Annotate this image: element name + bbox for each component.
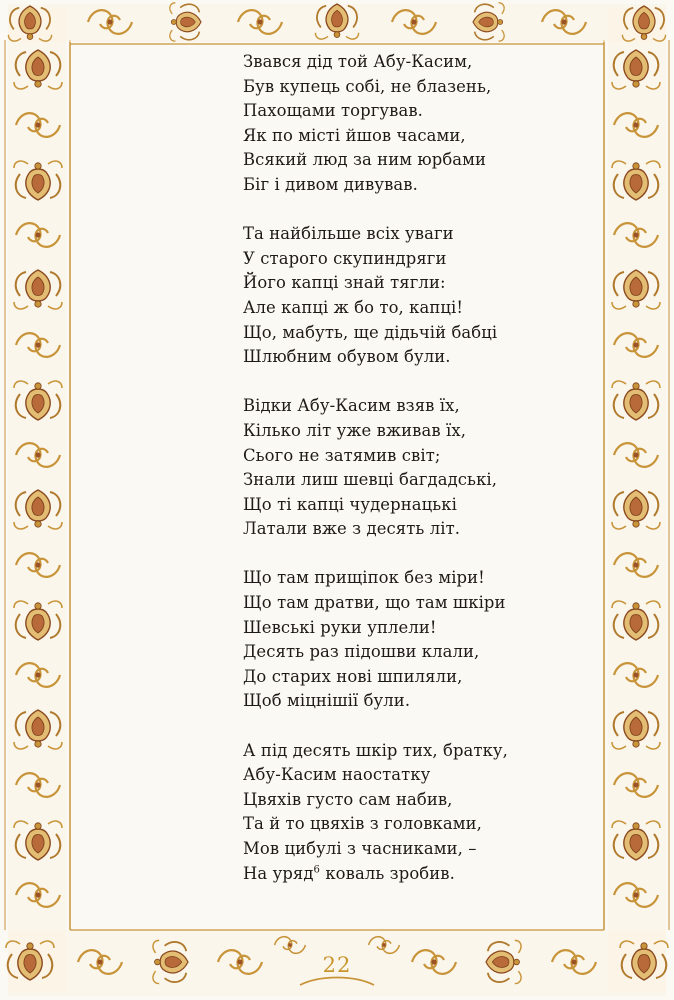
stanza-3 <box>243 394 573 542</box>
line-text-after: коваль зробив. <box>320 863 455 883</box>
poem-line: Та й то цвяхів з головками, <box>243 814 482 834</box>
page-number: 22 <box>322 953 352 977</box>
stanza-1 <box>243 50 573 198</box>
poem-text <box>243 50 573 911</box>
poem-line: Як по місті йшов часами, <box>243 125 466 145</box>
poem-line: Відки Абу-Касим взяв їх, <box>243 396 460 416</box>
poem-line: У старого скупиндряги <box>243 248 447 268</box>
poem-line: А під десять шкір тих, братку, <box>243 740 508 760</box>
poem-line: Знали лиш шевці багдадські, <box>243 470 498 490</box>
poem-line: Всякий люд за ним юрбами <box>243 150 487 170</box>
poem-line: Був купець собі, не блазень, <box>243 76 492 96</box>
stanza-4 <box>243 566 573 714</box>
poem-line: Мов цибулі з часниками, – <box>243 839 477 858</box>
poem-line: Та найбільше всіх уваги <box>243 224 454 244</box>
poem-line: Абу-Касим наостатку <box>243 765 431 785</box>
poem-line: Кілько літ уже вживав їх, <box>243 420 467 440</box>
poem-line: Латали вже з десять літ. <box>243 519 461 539</box>
poem-line: Що там дратви, що там шкіри <box>243 593 506 613</box>
poem-line: Що, мабуть, ще дідьчій бабці <box>243 322 498 342</box>
stanza-2 <box>243 222 573 370</box>
poem-line: Біг і дивом дивував. <box>243 174 418 194</box>
poem-line: До старих нові шпиляли, <box>243 666 463 686</box>
stanza-5 <box>243 739 573 887</box>
poem-line: Його капці знай тягли: <box>243 273 446 293</box>
poem-line-with-footnote <box>243 862 573 887</box>
poem-line: Щоб міцнішії були. <box>243 691 411 711</box>
poem-line: Шлюбним обувом були. <box>243 347 451 367</box>
footnote-marker[interactable]: 6 <box>313 864 321 876</box>
poem-line: Сього не затямив світ; <box>243 445 441 465</box>
poem-line: Десять раз підошви клали, <box>243 642 480 662</box>
poem-line: Але капці ж бо то, капці! <box>243 297 464 317</box>
poem-line: Що ті капці чудернацькі <box>243 494 457 514</box>
line-text-before: На уряд <box>243 863 314 883</box>
poem-line: Що там прищіпок без міри! <box>243 568 485 588</box>
poem-line: Цвяхів густо сам набив, <box>243 789 453 809</box>
poem-line: Звався дід той Абу-Касим, <box>243 52 473 71</box>
poem-line: Пахощами торгував. <box>243 101 423 121</box>
poem-line: Шевські руки уплели! <box>243 617 437 637</box>
